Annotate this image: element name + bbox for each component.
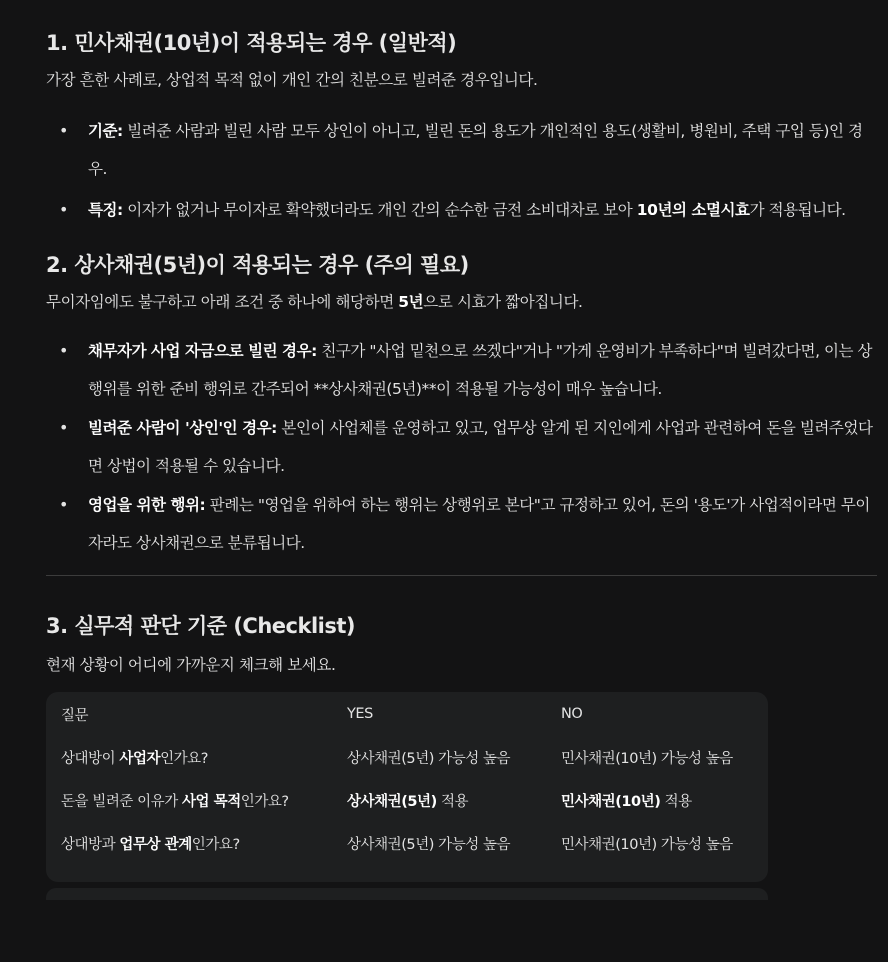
lead-text: 무이자임에도 불구하고 아래 조건 중 하나에 해당하면 xyxy=(46,293,399,311)
section-1-heading: 1. 민사채권(10년)이 적용되는 경우 (일반적) xyxy=(46,31,457,55)
item-text: 가 적용됩니다. xyxy=(749,201,846,219)
section-3-lead: 현재 상황이 어디에 가까운지 체크해 보세요. xyxy=(46,656,336,674)
question-cell: 상대방과 업무상 관계인가요? xyxy=(61,837,240,853)
section-2-lead xyxy=(46,289,876,315)
item-text: 빌려준 사람과 빌린 사람 모두 상인이 아니고, 빌린 돈의 용도가 개인적인 용도(생활비, 병원비, 주택 구입 등)인 경우. xyxy=(88,122,863,178)
yes-cell: 상사채권(5년) 가능성 높음 xyxy=(347,751,511,767)
item-label: 채무자가 사업 자금으로 빌린 경우: xyxy=(88,342,317,360)
checklist-table xyxy=(46,692,768,882)
list-item xyxy=(46,112,876,188)
no-cell: 민사채권(10년) 가능성 높음 xyxy=(561,751,733,767)
no-cell: 민사채권(10년) 적용 xyxy=(561,794,692,810)
list-item xyxy=(46,191,876,229)
item-emphasis: 10년의 소멸시효 xyxy=(636,201,750,219)
question-cell: 상대방이 사업자인가요? xyxy=(61,751,208,767)
no-cell: 민사채권(10년) 가능성 높음 xyxy=(561,837,733,853)
section-1-heading-wrap xyxy=(46,0,876,67)
next-block-edge xyxy=(46,888,768,900)
item-text: 친구가 "사업 밑천으로 쓰겠다"거나 "가게 운영비가 부족하다"며 빌려갔다면, 이는 상행위를 위한 준비 행위로 간주되어 **상사채권(5년)**이 적용될 가능성이 매우 높습니다. xyxy=(88,342,873,398)
item-label: 빌려준 사람이 '상인'인 경우: xyxy=(88,419,277,437)
bullet-icon: • xyxy=(59,341,68,360)
yes-cell: 상사채권(5년) 가능성 높음 xyxy=(347,837,511,853)
bullet-icon: • xyxy=(59,121,68,140)
column-header-question: 질문 xyxy=(61,707,89,724)
yes-cell: 상사채권(5년) 적용 xyxy=(347,794,469,810)
list-item xyxy=(46,332,876,408)
item-label: 특징: xyxy=(88,201,123,219)
section-2-heading: 2. 상사채권(5년)이 적용되는 경우 (주의 필요) xyxy=(46,253,469,277)
column-header-no: NO xyxy=(561,706,583,722)
lead-text: 으로 시효가 짧아집니다. xyxy=(423,293,583,311)
bullet-icon: • xyxy=(59,200,68,219)
table-row xyxy=(46,822,768,865)
table-header-row xyxy=(46,692,768,736)
list-item xyxy=(46,486,876,562)
question-cell: 돈을 빌려준 이유가 사업 목적인가요? xyxy=(61,794,289,810)
table-row xyxy=(46,779,768,822)
column-header-yes: YES xyxy=(347,706,373,722)
item-text: 판례는 "영업을 위하여 하는 행위는 상행위로 본다"고 규정하고 있어, 돈의 '용도'가 사업적이라면 무이자라도 상사채권으로 분류됩니다. xyxy=(88,496,870,552)
section-1-list xyxy=(46,112,876,229)
item-text: 이자가 없거나 무이자로 확약했더라도 개인 간의 순수한 금전 소비대차로 보아 xyxy=(122,201,637,219)
table-row xyxy=(46,736,768,779)
item-text: 본인이 사업체를 운영하고 있고, 업무상 알게 된 지인에게 사업과 관련하여 돈을 빌려주었다면 상법이 적용될 수 있습니다. xyxy=(88,419,873,475)
section-2-list xyxy=(46,332,876,562)
item-label: 기준: xyxy=(88,122,123,140)
bullet-icon: • xyxy=(59,418,68,437)
lead-emphasis: 5년 xyxy=(398,293,424,311)
list-item xyxy=(46,409,876,485)
section-3-heading: 3. 실무적 판단 기준 (Checklist) xyxy=(46,614,355,638)
section-1-lead: 가장 흔한 사례로, 상업적 목적 없이 개인 간의 친분으로 빌려준 경우입니다. xyxy=(46,71,538,89)
item-label: 영업을 위한 행위: xyxy=(88,496,206,514)
bullet-icon: • xyxy=(59,495,68,514)
